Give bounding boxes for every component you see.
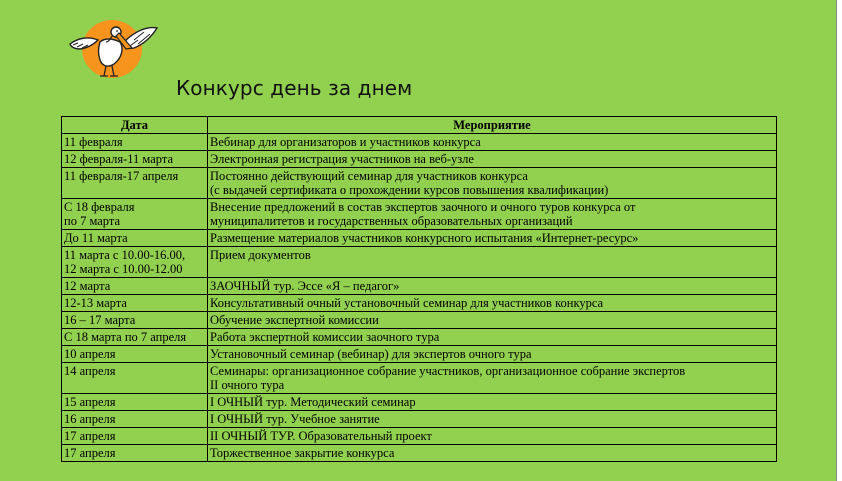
date-cell: 17 апреля	[62, 445, 208, 462]
event-cell: ЗАОЧНЫЙ тур. Эссе «Я – педагог»	[208, 278, 777, 295]
schedule-table	[61, 116, 777, 462]
date-cell: 12 марта	[62, 278, 208, 295]
event-cell: I ОЧНЫЙ тур. Учебное занятие	[208, 411, 777, 428]
column-header-event: Мероприятие	[208, 117, 777, 134]
date-cell: 11 февраля	[62, 134, 208, 151]
table-row	[62, 363, 777, 394]
date-cell: 16 – 17 марта	[62, 312, 208, 329]
event-cell: Работа экспертной комиссии заочного тура	[208, 329, 777, 346]
event-cell: Торжественное закрытие конкурса	[208, 445, 777, 462]
date-cell: С 18 марта по 7 апреля	[62, 329, 208, 346]
event-cell: Семинары: организационное собрание участников, организационное собрание экспертов II очного тура	[208, 363, 777, 394]
table-row	[62, 168, 777, 199]
table-row	[62, 312, 777, 329]
event-cell: Постоянно действующий семинар для участников конкурса (с выдачей сертификата о прохождении курсов повышения квалификации)	[208, 168, 777, 199]
event-cell: Электронная регистрация участников на веб-узле	[208, 151, 777, 168]
table-row	[62, 134, 777, 151]
table-row	[62, 394, 777, 411]
table-row	[62, 428, 777, 445]
table-row	[62, 329, 777, 346]
window-edge	[837, 0, 842, 481]
table-row	[62, 278, 777, 295]
date-cell: 11 февраля-17 апреля	[62, 168, 208, 199]
event-cell: Размещение материалов участников конкурсного испытания «Интернет-ресурс»	[208, 230, 777, 247]
date-cell: 17 апреля	[62, 428, 208, 445]
table-row	[62, 247, 777, 278]
date-cell: 10 апреля	[62, 346, 208, 363]
table-row	[62, 445, 777, 462]
schedule-rows	[62, 134, 777, 462]
date-cell: 12 февраля-11 марта	[62, 151, 208, 168]
pelican-logo-icon	[64, 18, 160, 80]
table-row	[62, 411, 777, 428]
page-title: Конкурс день за днем	[176, 76, 413, 100]
table-row	[62, 199, 777, 230]
table-row	[62, 295, 777, 312]
event-cell: Обучение экспертной комиссии	[208, 312, 777, 329]
date-cell: С 18 февраля по 7 марта	[62, 199, 208, 230]
event-cell: I ОЧНЫЙ тур. Методический семинар	[208, 394, 777, 411]
date-cell: До 11 марта	[62, 230, 208, 247]
table-row	[62, 151, 777, 168]
date-cell: 11 марта с 10.00-16.00, 12 марта с 10.00-12.00	[62, 247, 208, 278]
event-cell: Установочный семинар (вебинар) для экспертов очного тура	[208, 346, 777, 363]
table-header-row	[62, 117, 777, 134]
event-cell: Вебинар для организаторов и участников конкурса	[208, 134, 777, 151]
date-cell: 12-13 марта	[62, 295, 208, 312]
date-cell: 15 апреля	[62, 394, 208, 411]
date-cell: 16 апреля	[62, 411, 208, 428]
event-cell: II ОЧНЫЙ ТУР. Образовательный проект	[208, 428, 777, 445]
event-cell: Консультативный очный установочный семинар для участников конкурса	[208, 295, 777, 312]
table-row	[62, 230, 777, 247]
event-cell: Внесение предложений в состав экспертов заочного и очного туров конкурса от муниципалитетов и государственных образовательных организаций	[208, 199, 777, 230]
table-row	[62, 346, 777, 363]
event-cell: Прием документов	[208, 247, 777, 278]
column-header-date: Дата	[62, 117, 208, 134]
date-cell: 14 апреля	[62, 363, 208, 394]
